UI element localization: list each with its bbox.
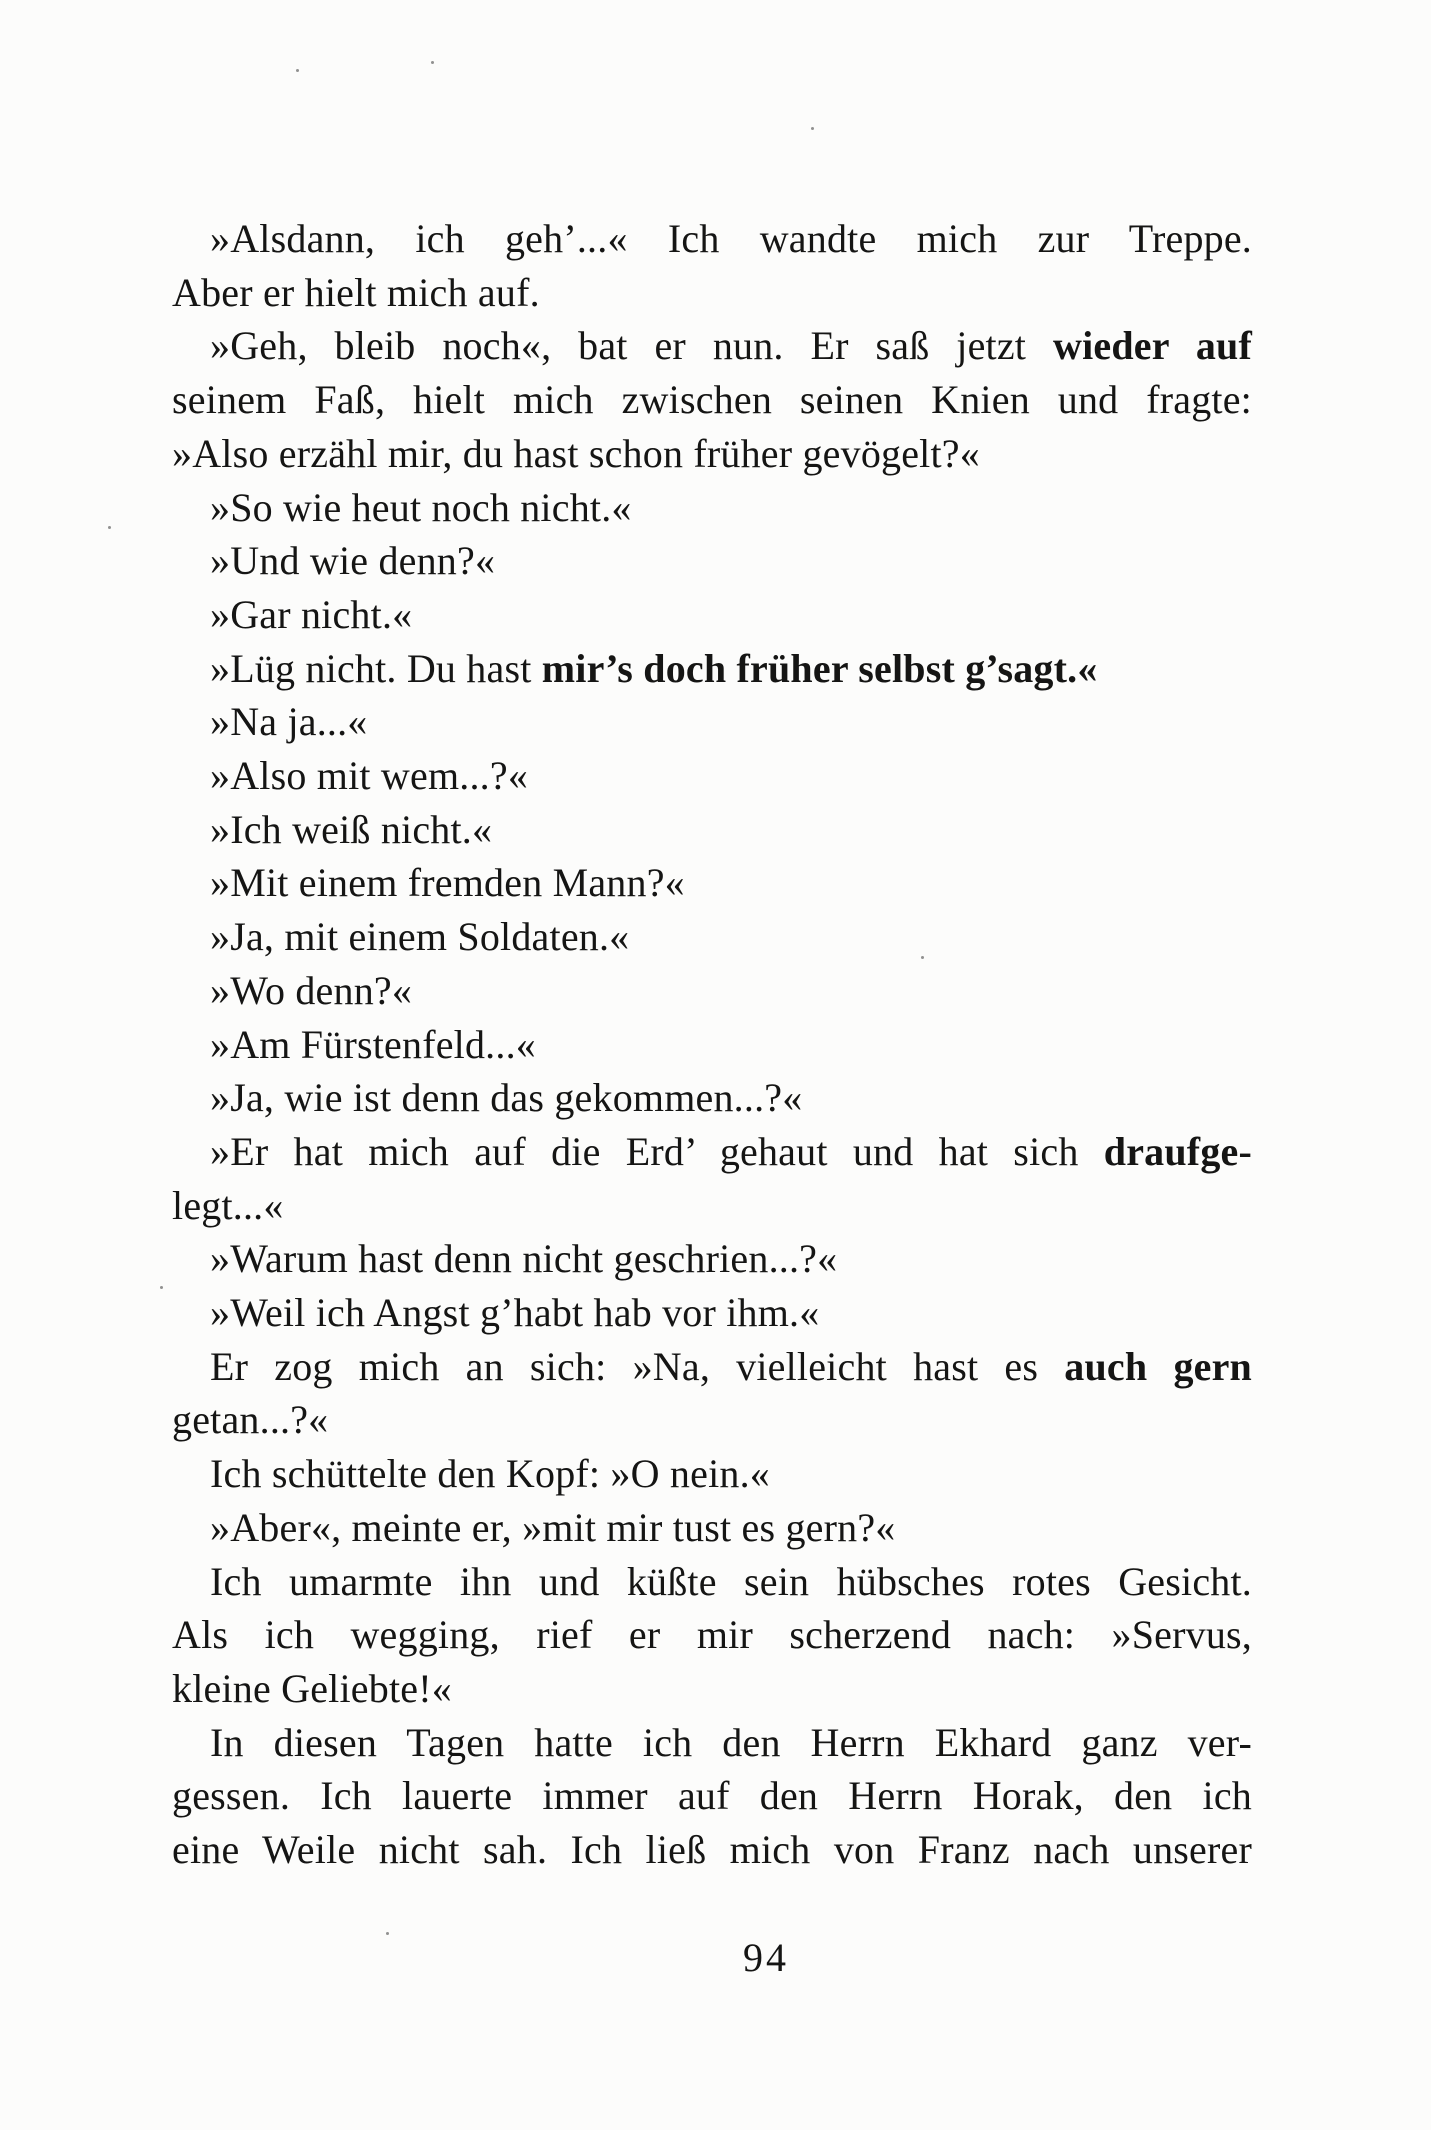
scan-speck <box>160 1286 163 1289</box>
text-line: »Na ja...« <box>210 699 368 745</box>
text-line: »Lüg nicht. Du hast mir’s doch früher selbst g’sagt.« <box>210 645 1098 691</box>
scan-speck <box>386 1932 389 1935</box>
text-line: »Wo denn?« <box>210 967 413 1013</box>
text-line: »Warum hast denn nicht geschrien...?« <box>210 1236 838 1282</box>
text-line: »Weil ich Angst g’habt hab vor ihm.« <box>210 1290 820 1336</box>
scan-speck <box>921 956 924 959</box>
text-line: »Ja, wie ist denn das gekommen...?« <box>210 1075 803 1121</box>
text-line: In diesen Tagen hatte ich den Herrn Ekhard ganz ver- <box>210 1719 1252 1765</box>
page-number: 94 <box>743 1935 789 1980</box>
scan-speck <box>811 127 814 130</box>
text-line: seinem Faß, hielt mich zwischen seinen Knien und fragte: <box>172 377 1252 423</box>
text-line: »Also mit wem...?« <box>210 753 529 799</box>
text-line: Ich schüttelte den Kopf: »O nein.« <box>210 1451 770 1497</box>
text-line: »Gar nicht.« <box>210 591 413 637</box>
text-line: eine Weile nicht sah. Ich ließ mich von Franz nach unserer <box>172 1827 1252 1873</box>
text-line: »Er hat mich auf die Erd’ gehaut und hat sich draufge- <box>210 1128 1252 1174</box>
text-line: »Ja, mit einem Soldaten.« <box>210 914 630 960</box>
text-line: gessen. Ich lauerte immer auf den Herrn Horak, den ich <box>172 1773 1252 1819</box>
text-line: Ich umarmte ihn und küßte sein hübsches rotes Gesicht. <box>210 1558 1252 1604</box>
text-line: Aber er hielt mich auf. <box>172 269 540 315</box>
scan-speck <box>296 69 299 72</box>
text-line: »Geh, bleib noch«, bat er nun. Er saß jetzt wieder auf <box>210 323 1252 369</box>
text-line: »Ich weiß nicht.« <box>210 806 493 852</box>
text-line: »Aber«, meinte er, »mit mir tust es gern?« <box>210 1504 896 1550</box>
text-line: »Also erzähl mir, du hast schon früher gevögelt?« <box>172 430 980 476</box>
text-line: kleine Geliebte!« <box>172 1665 452 1711</box>
text-line: Er zog mich an sich: »Na, vielleicht hast es auch gern <box>210 1343 1252 1389</box>
text-line: Als ich wegging, rief er mir scherzend nach: »Servus, <box>172 1612 1252 1658</box>
scan-speck <box>108 526 111 529</box>
text-line: »Und wie denn?« <box>210 538 496 584</box>
text-line: legt...« <box>172 1182 284 1228</box>
page-text <box>172 212 1252 1877</box>
text-line: »Am Fürstenfeld...« <box>210 1021 536 1067</box>
scan-speck <box>431 61 434 64</box>
text-line: »Mit einem fremden Mann?« <box>210 860 685 906</box>
text-line: »Alsdann, ich geh’...« Ich wandte mich zur Treppe. <box>210 216 1252 261</box>
text-line: getan...?« <box>172 1397 329 1443</box>
text-line: »So wie heut noch nicht.« <box>210 484 632 530</box>
